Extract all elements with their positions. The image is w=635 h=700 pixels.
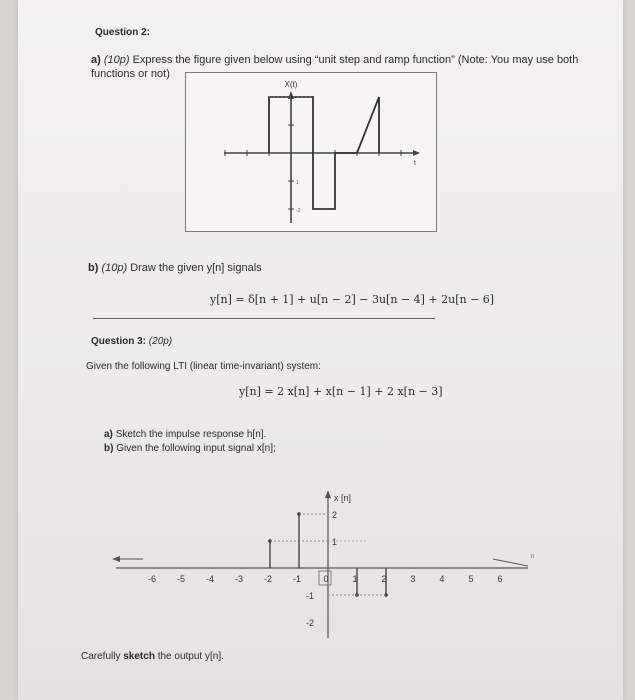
question-2b-line (88, 262, 262, 274)
xn-arrow-left-head (112, 556, 120, 562)
q3a-label: a) (104, 429, 113, 440)
xn-plot (88, 488, 538, 638)
q3b-text: Given the following input signal x[n]; (116, 443, 276, 454)
xt-figure (185, 72, 437, 232)
xn-x-tick-label: 2 (381, 574, 387, 584)
xn-y-tick-label: 1 (332, 537, 338, 547)
xn-x-tick-label: 3 (410, 574, 416, 584)
xn-x-tick-label: 0 (323, 574, 329, 584)
q2a-text-line1: Express the figure given below using “unit step and ramp function” (Note: You may use both (132, 54, 579, 66)
q2a-points: (10p) (103, 54, 130, 66)
q2b-label: b) (88, 262, 99, 274)
xn-amplitude-axis-arrow (325, 490, 331, 498)
q3b-label: b) (104, 443, 114, 454)
xn-x-tick-label: 1 (352, 574, 358, 584)
q3-intro: Given the following LTI (linear time-invariant) system: (86, 361, 321, 372)
xt-plot (186, 73, 436, 231)
footer-bold: sketch (123, 651, 155, 662)
q2b-equation: y[n] = δ[n + 1] + u[n − 2] − 3u[n − 4] + 2u[n − 6] (210, 293, 495, 306)
question-2-title: Question 2: (95, 27, 151, 38)
q3-points: (20p) (148, 336, 173, 347)
xn-y-tick-label: -2 (306, 618, 315, 628)
xn-x-tick-label: 6 (497, 574, 503, 584)
xn-y-tick-label: 2 (332, 510, 338, 520)
q2b-text: Draw the given y[n] signals (130, 262, 262, 274)
footer-post: the output y[n]. (154, 651, 224, 662)
question-2a-line1 (91, 54, 578, 66)
xt-tick-label: 1 (296, 180, 299, 186)
xn-x-tick-label: -6 (147, 574, 157, 584)
q3-footer (81, 651, 224, 662)
q3-equation: y[n] = 2 x[n] + x[n − 1] + 2 x[n − 3] (239, 385, 443, 398)
q2a-text-line2: functions or not) (91, 68, 170, 80)
q3-title: Question 3: (91, 336, 147, 347)
xn-x-tick-label: -1 (292, 574, 302, 584)
xn-ylabel: x [n] (334, 493, 352, 503)
xn-x-tick-label: -5 (176, 574, 186, 584)
q2b-points: (10p) (101, 262, 128, 274)
q3a-line (104, 429, 266, 440)
q3b-line (104, 443, 276, 454)
xt-xlabel: t (414, 160, 416, 167)
xn-xlabel: n (531, 554, 535, 560)
footer-pre: Carefully (81, 651, 124, 662)
q3a-text: Sketch the impulse response h[n]. (115, 429, 267, 440)
question-3-heading (91, 336, 172, 347)
document-page (18, 0, 623, 700)
q2a-label: a) (91, 54, 101, 66)
xn-arrow-right (493, 559, 528, 566)
xn-x-tick-label: -3 (234, 574, 244, 584)
section-divider (93, 318, 435, 319)
xn-x-tick-label: 4 (439, 574, 445, 584)
xt-tick-label: -2 (296, 208, 301, 214)
xn-x-tick-label: -2 (263, 574, 273, 584)
xt-time-axis-arrow (413, 150, 420, 156)
xt-ylabel: X(t) (284, 80, 298, 89)
xn-x-tick-label: 5 (468, 574, 474, 584)
xn-y-tick-label: -1 (306, 591, 315, 601)
xn-x-tick-label: -4 (205, 574, 215, 584)
